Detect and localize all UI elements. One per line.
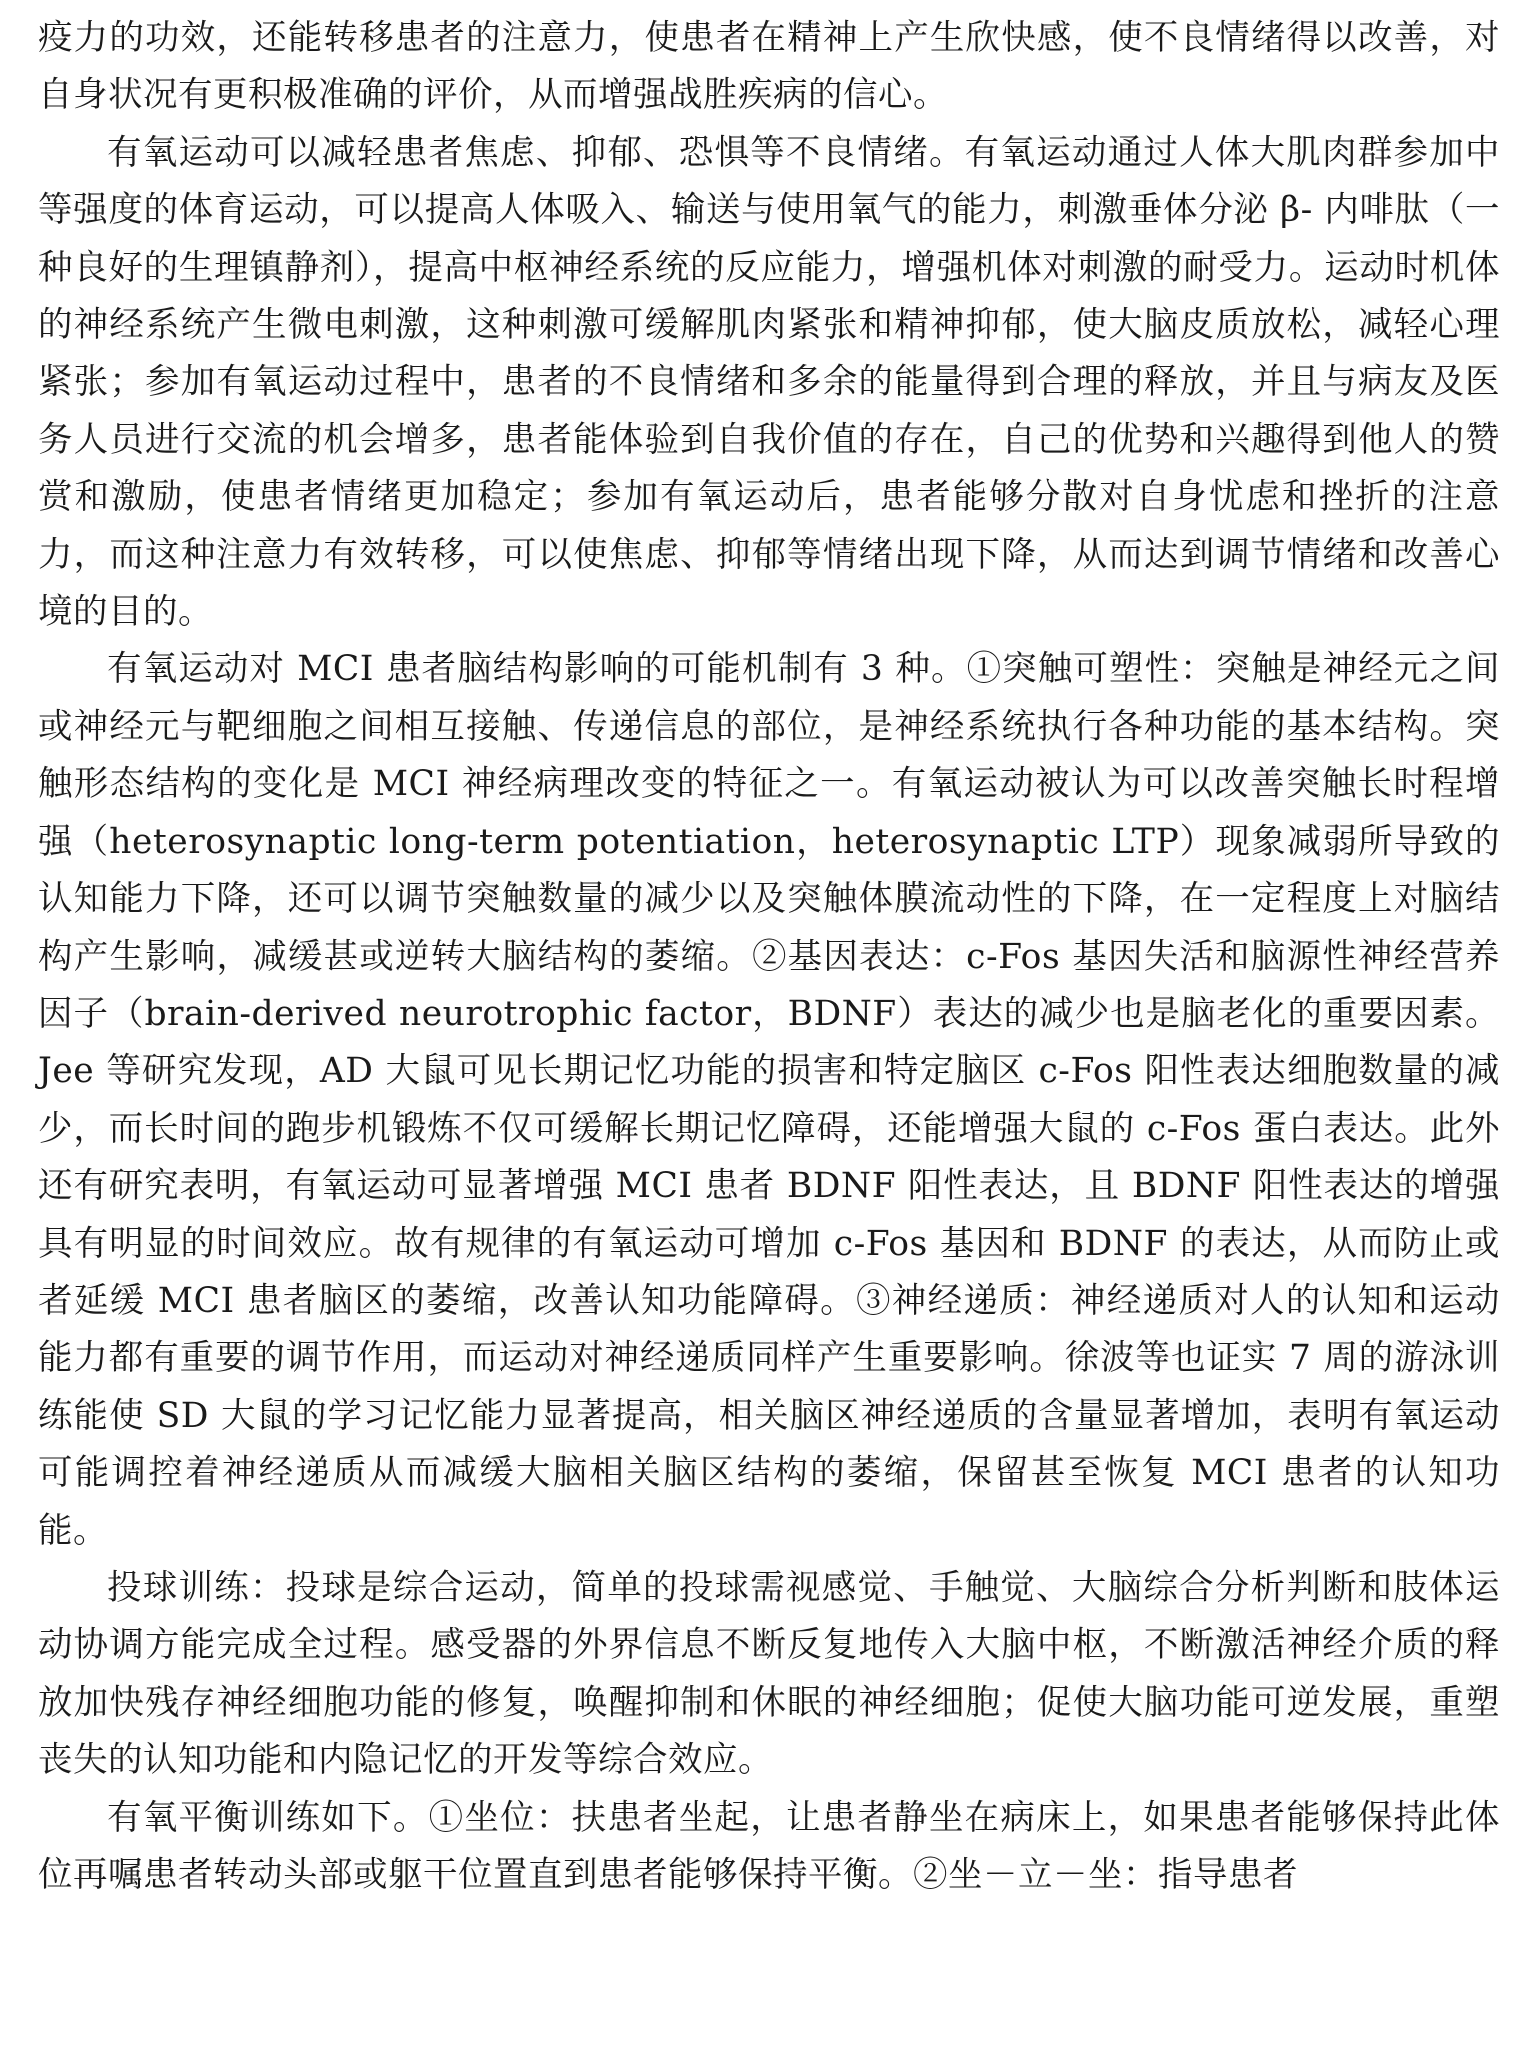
paragraph-1: 疫力的功效，还能转移患者的注意力，使患者在精神上产生欣快感，使不良情绪得以改善，对自身状况有更积极准确的评价，从而增强战胜疾病的信心。 — [38, 18, 1500, 116]
paragraph-2: 有氧运动可以减轻患者焦虑、抑郁、恐惧等不良情绪。有氧运动通过人体大肌肉群参加中等强度的体育运动，可以提高人体吸入、输送与使用氧气的能力，刺激垂体分泌 β- 内啡肽（一种良好的生理镇静剂），提高中枢神经系统的反应能力，增强机体对刺激的耐受力。运动时机体的神经系统产生微电刺激，这种刺激可缓解肌肉紧张和精神抑郁，使大脑皮质放松，减轻心理紧张；参加有氧运动过程中，患者的不良情绪和多余的能量得到合理的释放，并且与病友及医务人员进行交流的机会增多，患者能体验到自我价值的存在，自己的优势和兴趣得到他人的赞赏和激励，使患者情绪更加稳定；参加有氧运动后，患者能够分散对自身忧虑和挫折的注意力，而这种注意力有效转移，可以使焦虑、抑郁等情绪出现下降，从而达到调节情绪和改善心境的目的。 — [38, 132, 1500, 633]
paragraph-4: 投球训练：投球是综合运动，简单的投球需视感觉、手触觉、大脑综合分析判断和肢体运动协调方能完成全过程。感受器的外界信息不断反复地传入大脑中枢，不断激活神经介质的释放加快残存神经细胞功能的修复，唤醒抑制和休眠的神经细胞；促使大脑功能可逆发展，重塑丧失的认知功能和内隐记忆的开发等综合效应。 — [38, 1567, 1500, 1781]
paragraph-5: 有氧平衡训练如下。①坐位：扶患者坐起，让患者静坐在病床上，如果患者能够保持此体位再嘱患者转动头部或躯干位置直到患者能够保持平衡。②坐－立－坐：指导患者 — [38, 1797, 1500, 1895]
paragraph-3: 有氧运动对 MCI 患者脑结构影响的可能机制有 3 种。①突触可塑性：突触是神经元之间或神经元与靶细胞之间相互接触、传递信息的部位，是神经系统执行各种功能的基本结构。突触形态结构的变化是 MCI 神经病理改变的特征之一。有氧运动被认为可以改善突触长时程增强（heterosynaptic long-term potentiation，heterosynaptic LTP）现象减弱所导致的认知能力下降，还可以调节突触数量的减少以及突触体膜流动性的下降，在一定程度上对脑结构产生影响，减缓甚或逆转大脑结构的萎缩。②基因表达：c-Fos 基因失活和脑源性神经营养因子（brain-derived neurotrophic factor，BDNF）表达的减少也是脑老化的重要因素。Jee 等研究发现，AD 大鼠可见长期记忆功能的损害和特定脑区 c-Fos 阳性表达细胞数量的减少，而长时间的跑步机锻炼不仅可缓解长期记忆障碍，还能增强大鼠的 c-Fos 蛋白表达。此外还有研究表明，有氧运动可显著增强 MCI 患者 BDNF 阳性表达，且 BDNF 阳性表达的增强具有明显的时间效应。故有规律的有氧运动可增加 c-Fos 基因和 BDNF 的表达，从而防止或者延缓 MCI 患者脑区的萎缩，改善认知功能障碍。③神经递质：神经递质对人的认知和运动能力都有重要的调节作用，而运动对神经递质同样产生重要影响。徐波等也证实 7 周的游泳训练能使 SD 大鼠的学习记忆能力显著提高，相关脑区神经递质的含量显著增加，表明有氧运动可能调控着神经递质从而减缓大脑相关脑区结构的萎缩，保留甚至恢复 MCI 患者的认知功能。 — [38, 649, 1500, 1551]
document-page — [38, 10, 1500, 1904]
